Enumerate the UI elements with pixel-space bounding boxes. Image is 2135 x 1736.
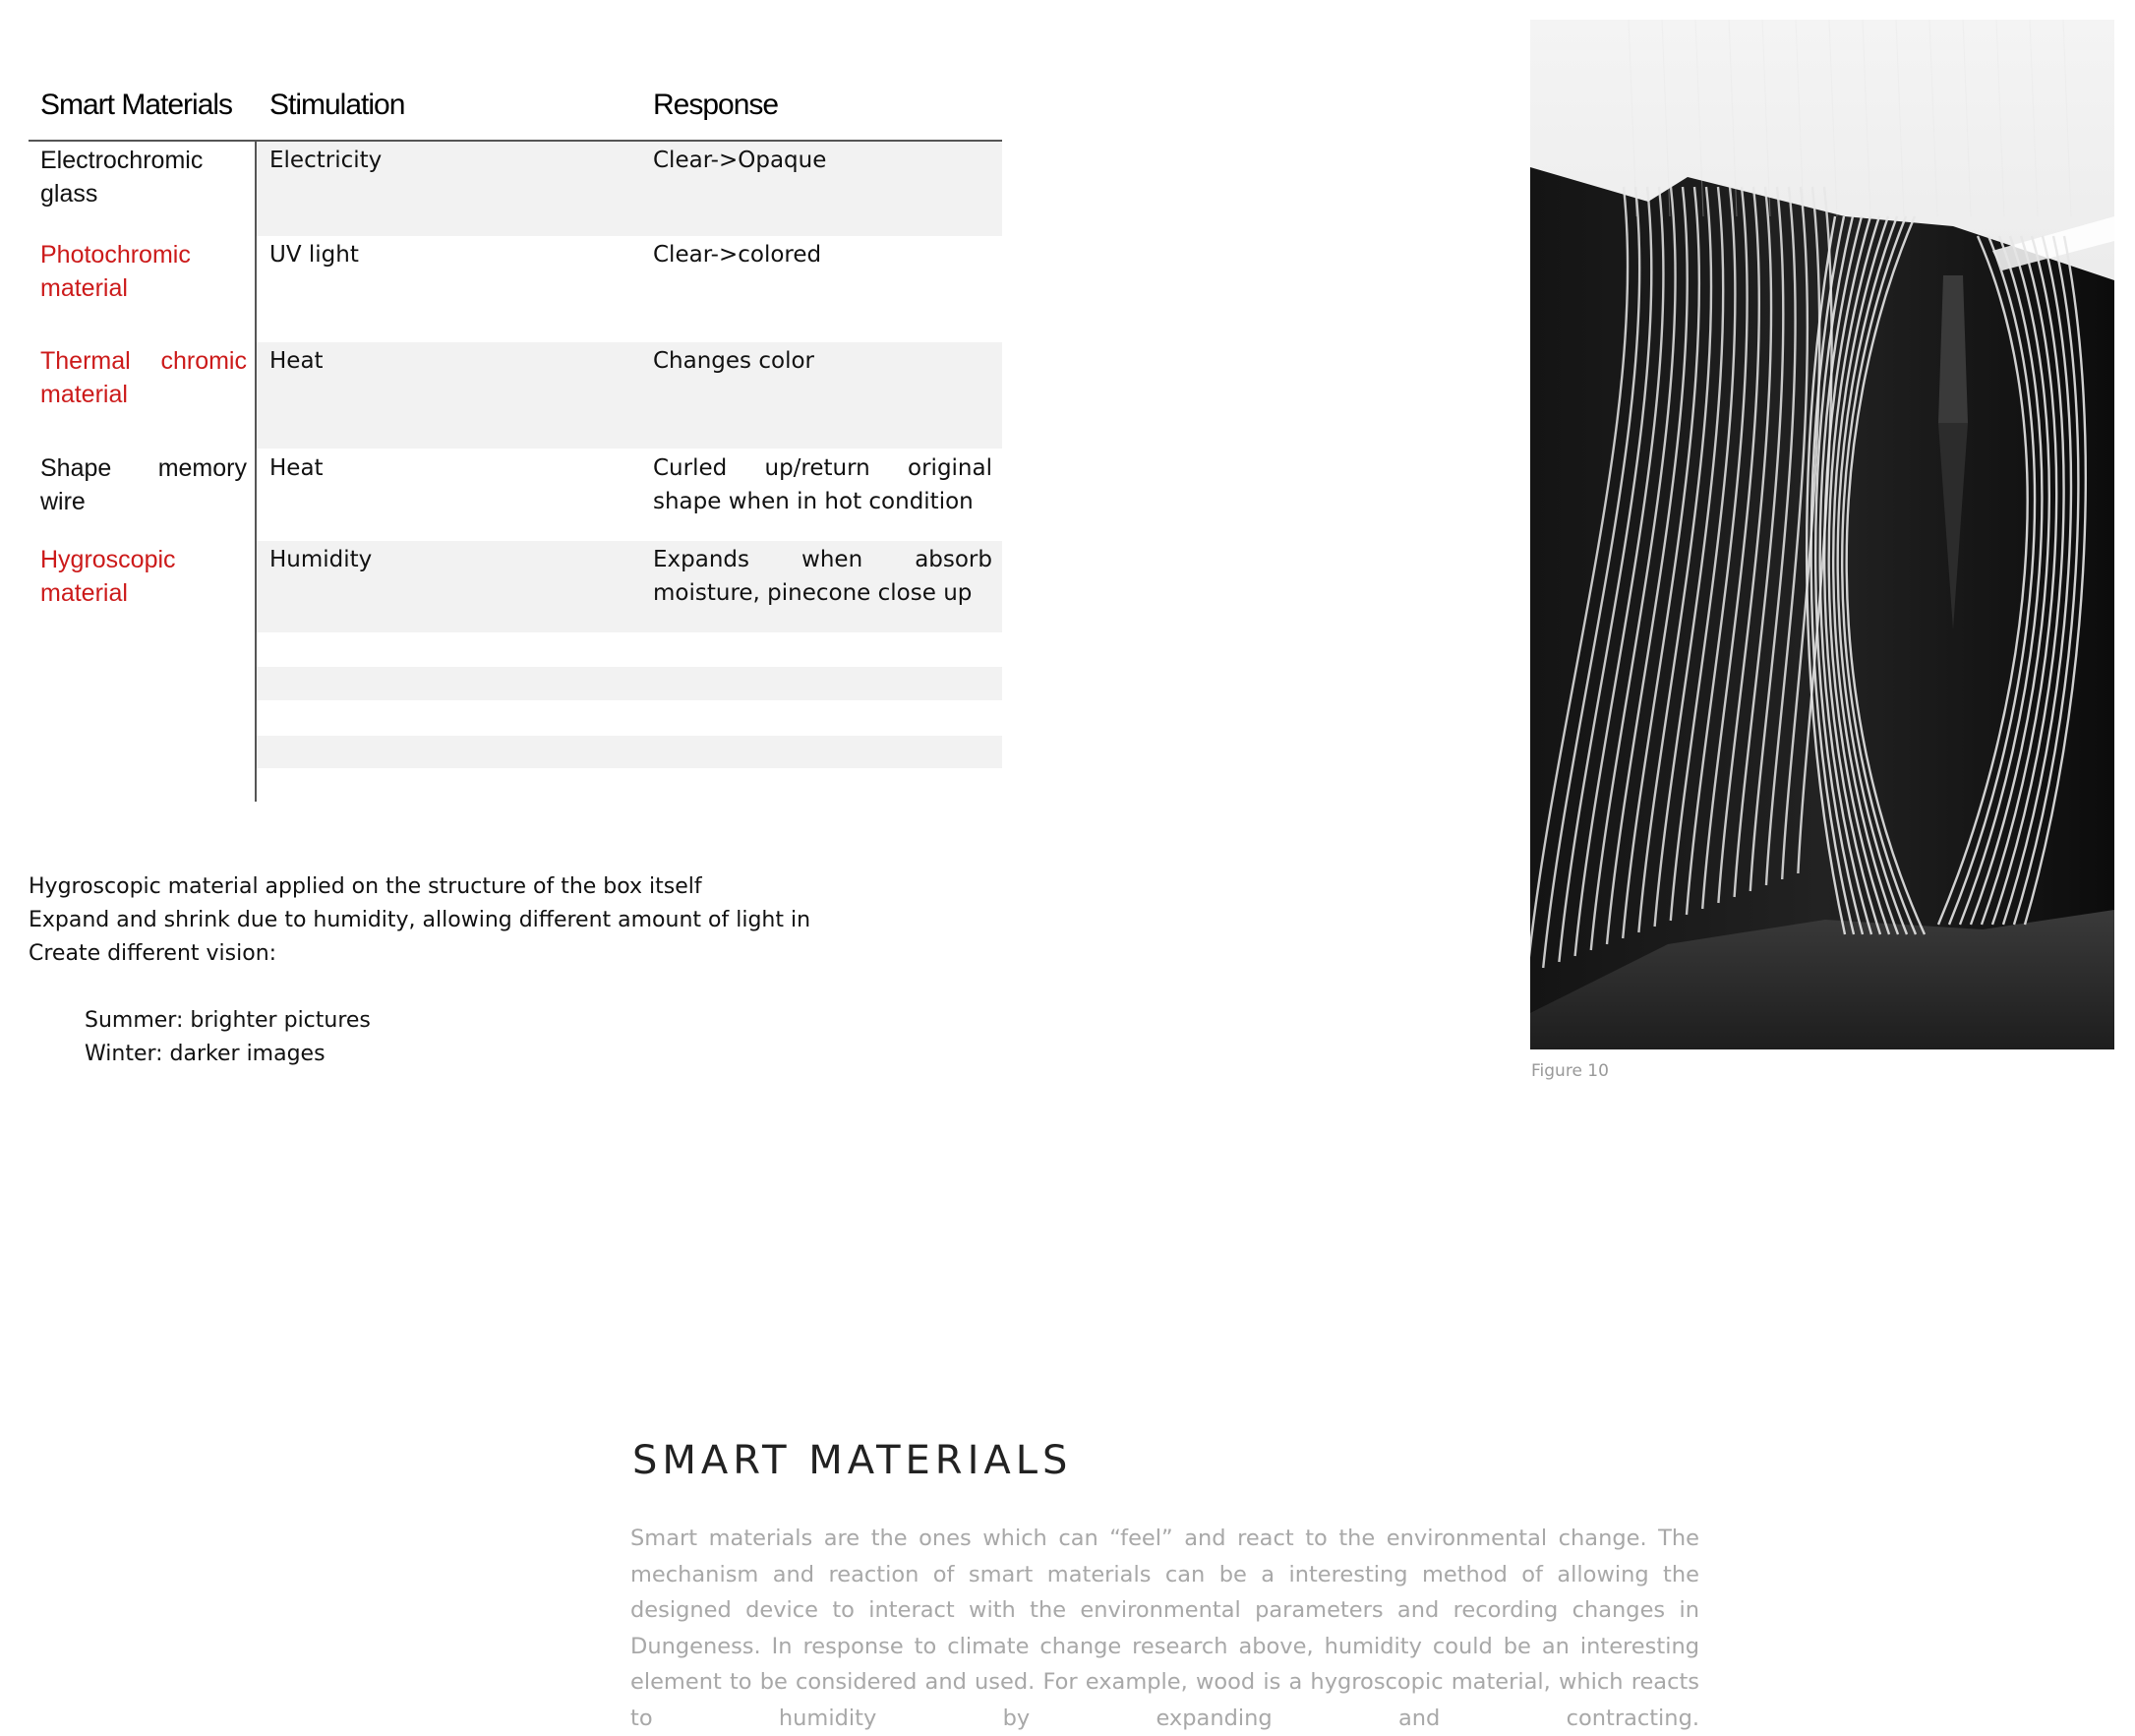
material-photochromic: Photochromic material <box>40 241 191 302</box>
photo-spine <box>1938 275 1968 423</box>
note-summer: Summer: brighter pictures <box>85 1008 371 1033</box>
figure-photo <box>1530 20 2114 1049</box>
column-divider <box>255 140 257 802</box>
material-shape-memory-wire: Shape memory wire <box>40 454 247 515</box>
section-body: Smart materials are the ones which can “feel” and react to the environmental change. The mechanism and reaction of smart materials can be a interesting method of allowing the designed device to interact with the environmental parameters and recording changes in Dungeness. In response to climate change research above, humidity could be an interesting element to be considered and used. For example, wood is a hygroscopic material, which reacts to humidity by expanding and contracting. <box>630 1526 1699 1731</box>
response-cell: Clear->colored <box>653 242 822 268</box>
header-stimulation: Stimulation <box>269 89 405 121</box>
header-smart-materials: Smart Materials <box>40 89 233 121</box>
hygroscopic-notes <box>29 870 810 1071</box>
material-electrochromic: Electrochromic glass <box>40 147 204 208</box>
stimulation-cell: UV light <box>269 242 359 268</box>
note-line: Expand and shrink due to humidity, allowing different amount of light in <box>29 908 811 932</box>
stimulation-cell: Heat <box>269 348 324 374</box>
response-cell: Curled up/return original shape when in hot condition <box>653 455 992 514</box>
response-cell: Changes color <box>653 348 814 374</box>
response-cell: Expands when absorb moisture, pinecone close up <box>653 547 992 606</box>
section-title: SMART MATERIALS <box>632 1438 1073 1483</box>
stimulation-cell: Humidity <box>269 547 373 572</box>
material-hygroscopic: Hygroscopic material <box>40 546 176 607</box>
smart-materials-table <box>29 79 1002 802</box>
stimulation-cell: Electricity <box>269 148 383 173</box>
figure-caption: Figure 10 <box>1531 1061 1609 1081</box>
row-bg <box>257 667 1002 700</box>
note-winter: Winter: darker images <box>85 1042 326 1066</box>
header-response: Response <box>653 89 779 121</box>
note-line: Create different vision: <box>29 941 277 966</box>
response-cell: Clear->Opaque <box>653 148 827 173</box>
material-thermal-chromic: Thermal chromic material <box>40 347 247 408</box>
note-line: Hygroscopic material applied on the structure of the box itself <box>29 874 702 899</box>
row-bg <box>257 736 1002 768</box>
stimulation-cell: Heat <box>269 455 324 481</box>
